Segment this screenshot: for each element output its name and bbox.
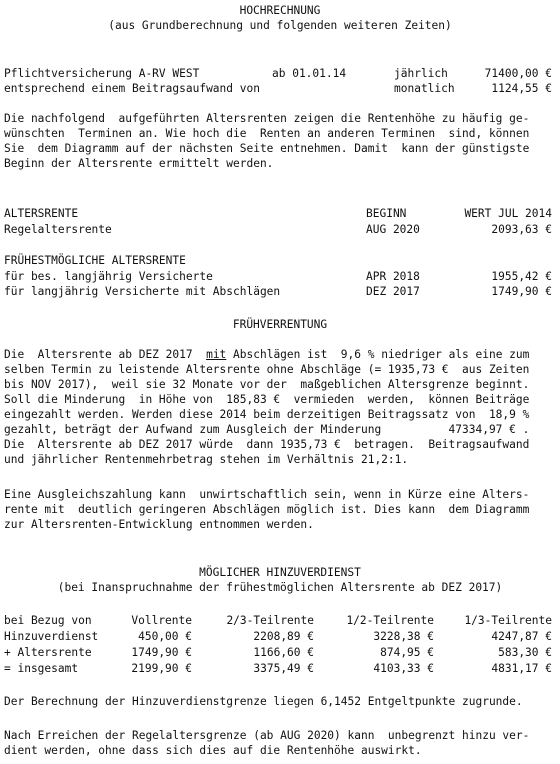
- fruehverrentung-line: bis NOV 2017), weil sie 32 Monate vor der maßgeblichen Altersgrenze beginnt.: [4, 378, 530, 391]
- insurance-date: ab 01.01.14: [272, 67, 347, 80]
- pension-heading: ALTERSRENTE: [4, 207, 79, 220]
- intro-line: wünschten Terminen an. Wie hoch die Renten an anderen Terminen sind, können: [4, 127, 530, 140]
- regular-pension-value: 2093,63 €: [491, 223, 552, 236]
- fruehverrentung-line: selben Termin zu leistende Altersrente ohne Abschläge (= 1935,73 € aus Zeiten: [4, 363, 530, 376]
- table-cell: 4247,87 €: [491, 630, 552, 643]
- table-cell: 450,00 €: [138, 630, 192, 643]
- early-row-label: für langjährig Versicherte mit Abschlägen: [4, 285, 281, 298]
- fruehverrentung-line: Die Altersrente ab DEZ 2017 mit Abschlägen ist 9,6 % niedriger als eine zum: [4, 348, 530, 361]
- table-cell: 1166,60 €: [253, 646, 314, 659]
- intro-line: Die nachfolgend aufgeführten Altersrenten zeigen die Rentenhöhe zu häufig ge-: [4, 112, 530, 125]
- ausgleich-line: rente mit deutlich geringeren Abschlägen möglich ist. Dies kann dem Diagramm: [4, 503, 530, 516]
- fruehverrentung-line: gezahlt, beträgt der Aufwand zum Ausgleich der Minderung 47334,97 € .: [4, 423, 530, 436]
- fruehverrentung-line: und jährlicher Rentenmehrbetrag stehen im Verhältnis 21,2:1.: [4, 453, 409, 466]
- table-header-label: bei Bezug von: [4, 614, 92, 627]
- page-title: HOCHRECHNUNG: [239, 4, 321, 17]
- table-cell: 583,30 €: [498, 646, 552, 659]
- regelalter-note-line: Nach Erreichen der Regelaltersgrenze (ab AUG 2020) kann unbegrenzt hinzu ver-: [4, 729, 530, 742]
- insurance-value-1: 71400,00 €: [484, 67, 552, 80]
- regular-pension-begin: AUG 2020: [366, 223, 420, 236]
- col-begin-header: BEGINN: [366, 207, 407, 220]
- table-cell: 3375,49 €: [253, 662, 314, 675]
- table-header: 1/2-Teilrente: [346, 614, 434, 627]
- regular-pension-label: Regelaltersrente: [4, 223, 112, 236]
- early-row-begin: APR 2018: [366, 270, 420, 283]
- insurance-period-2: monatlich: [394, 82, 455, 95]
- hinzuverdienst-heading: MÖGLICHER HINZUVERDIENST: [199, 566, 361, 579]
- table-cell: 4103,33 €: [373, 662, 434, 675]
- table-cell: 2208,89 €: [253, 630, 314, 643]
- early-row-value: 1749,90 €: [491, 285, 552, 298]
- hinzuverdienst-subheading: (bei Inanspruchnahme der frühestmöglichen Altersrente ab DEZ 2017): [57, 581, 503, 594]
- insurance-value-2: 1124,55 €: [491, 82, 552, 95]
- page-subtitle: (aus Grundberechnung und folgenden weiteren Zeiten): [108, 19, 452, 32]
- early-row-label: für bes. langjährig Versicherte: [4, 270, 213, 283]
- ausgleich-line: Eine Ausgleichszahlung kann unwirtschaftlich sein, wenn in Kürze eine Alters-: [4, 488, 530, 501]
- ausgleich-line: zur Altersrenten-Entwicklung entnommen werden.: [4, 518, 314, 531]
- col-value-header: WERT JUL 2014: [464, 207, 552, 220]
- table-row-label: + Altersrente: [4, 646, 92, 659]
- table-row-label: Hinzuverdienst: [4, 630, 99, 643]
- regelalter-note-line: dient werden, ohne dass sich dies auf die Rentenhöhe auswirkt.: [4, 744, 422, 757]
- early-row-begin: DEZ 2017: [366, 285, 420, 298]
- insurance-label-2: entsprechend einem Beitragsaufwand von: [4, 82, 260, 95]
- fruehverrentung-line: Die Altersrente ab DEZ 2017 würde dann 1935,73 € betragen. Beitragsaufwand: [4, 438, 530, 451]
- fruehverrentung-heading: FRÜHVERRENTUNG: [232, 318, 328, 331]
- table-row-label: = insgesamt: [4, 662, 79, 675]
- early-pension-heading: FRÜHESTMÖGLICHE ALTERSRENTE: [4, 254, 186, 267]
- table-cell: 3228,38 €: [373, 630, 434, 643]
- table-header: 2/3-Teilrente: [226, 614, 314, 627]
- table-cell: 874,95 €: [380, 646, 434, 659]
- intro-line: Beginn der Altersrente ermittelt werden.: [4, 157, 274, 170]
- table-cell: 4831,17 €: [491, 662, 552, 675]
- insurance-period-1: jährlich: [394, 67, 448, 80]
- intro-line: Sie dem Diagramm auf der nächsten Seite entnehmen. Damit kann der günstigste: [4, 142, 530, 155]
- fruehverrentung-line: eingezahlt werden. Werden diese 2014 beim derzeitigen Beitragssatz von 18,9 %: [4, 408, 530, 421]
- table-header: 1/3-Teilrente: [464, 614, 552, 627]
- table-cell: 1749,90 €: [131, 646, 192, 659]
- fruehverrentung-line: Soll die Minderung in Höhe von 185,83 € vermieden werden, können Beiträge: [4, 393, 530, 406]
- hinzuverdienst-note: Der Berechnung der Hinzuverdienstgrenze liegen 6,1452 Entgeltpunkte zugrunde.: [4, 695, 523, 708]
- table-cell: 2199,90 €: [131, 662, 192, 675]
- insurance-label-1: Pflichtversicherung A-RV WEST: [4, 67, 200, 80]
- early-row-value: 1955,42 €: [491, 270, 552, 283]
- table-header: Vollrente: [131, 614, 192, 627]
